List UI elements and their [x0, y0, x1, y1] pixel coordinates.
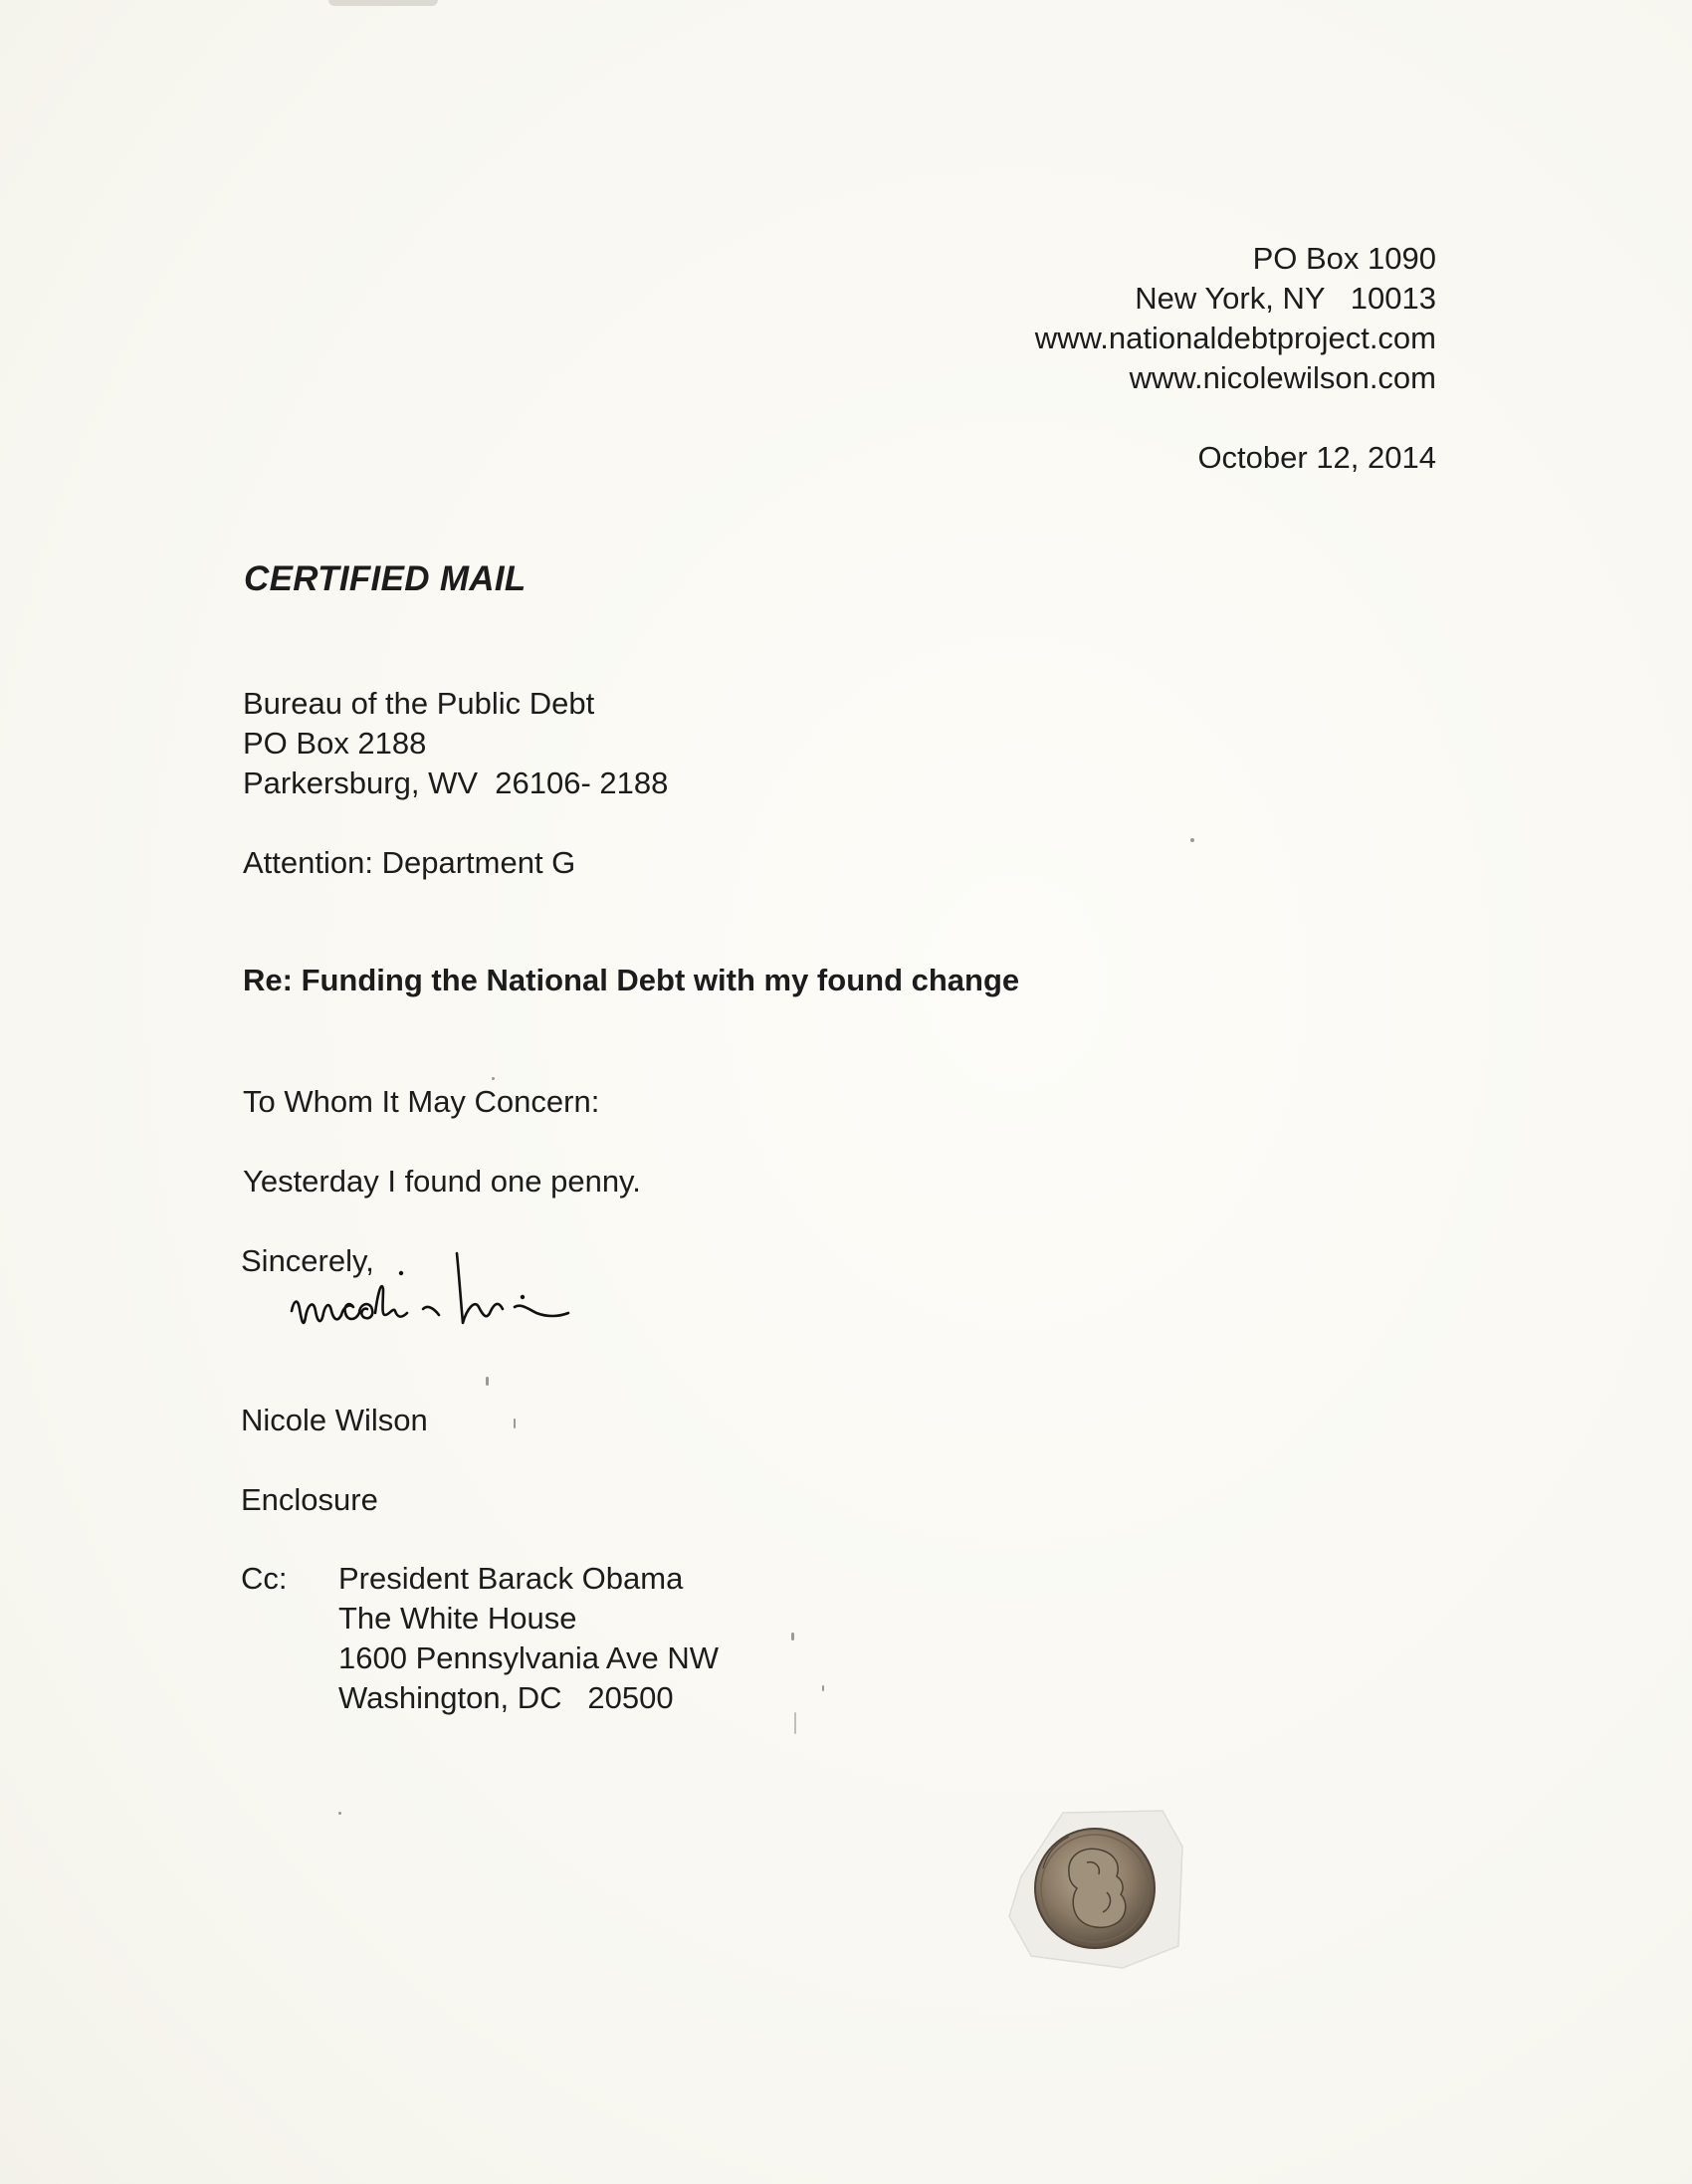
paper-speck: [514, 1419, 516, 1428]
handwritten-signature: [284, 1249, 662, 1359]
sender-po-box: PO Box 1090: [1252, 241, 1436, 276]
paper-speck: [794, 1712, 796, 1734]
paper-speck: [822, 1685, 824, 1691]
letter-body: Yesterday I found one penny.: [243, 1164, 641, 1199]
scan-shadow: [328, 0, 438, 6]
letter-date: October 12, 2014: [1197, 440, 1436, 475]
sender-city-line: New York, NY 10013: [1135, 281, 1436, 316]
penny-coin-image: [1003, 1807, 1187, 1971]
paper-speck: [1190, 838, 1194, 842]
signer-name: Nicole Wilson: [241, 1403, 428, 1437]
attention-line: Attention: Department G: [243, 845, 576, 880]
sender-website-2: www.nicolewilson.com: [1129, 360, 1436, 395]
cc-address: [338, 1559, 719, 1718]
sender-address: [1035, 239, 1436, 398]
subject-line: Re: Funding the National Debt with my found change: [243, 963, 1020, 997]
cc-line: The White House: [338, 1601, 577, 1636]
cc-line: Washington, DC 20500: [338, 1680, 674, 1715]
cc-line: President Barack Obama: [338, 1561, 684, 1596]
paper-speck: [791, 1633, 794, 1640]
recipient-po-box: PO Box 2188: [243, 726, 427, 761]
enclosure-note: Enclosure: [241, 1482, 378, 1517]
paper-speck: [486, 1377, 489, 1386]
certified-mail-heading: CERTIFIED MAIL: [244, 559, 527, 598]
recipient-address: [243, 684, 668, 803]
salutation: To Whom It May Concern:: [243, 1084, 600, 1119]
paper-speck: [492, 1077, 495, 1080]
cc-label: Cc:: [241, 1561, 288, 1596]
closing: Sincerely,: [241, 1243, 374, 1278]
recipient-name: Bureau of the Public Debt: [243, 686, 595, 721]
sender-website-1: www.nationaldebtproject.com: [1034, 321, 1436, 355]
recipient-city-line: Parkersburg, WV 26106- 2188: [243, 765, 669, 800]
cc-line: 1600 Pennsylvania Ave NW: [338, 1640, 719, 1675]
paper-speck: [338, 1812, 341, 1815]
